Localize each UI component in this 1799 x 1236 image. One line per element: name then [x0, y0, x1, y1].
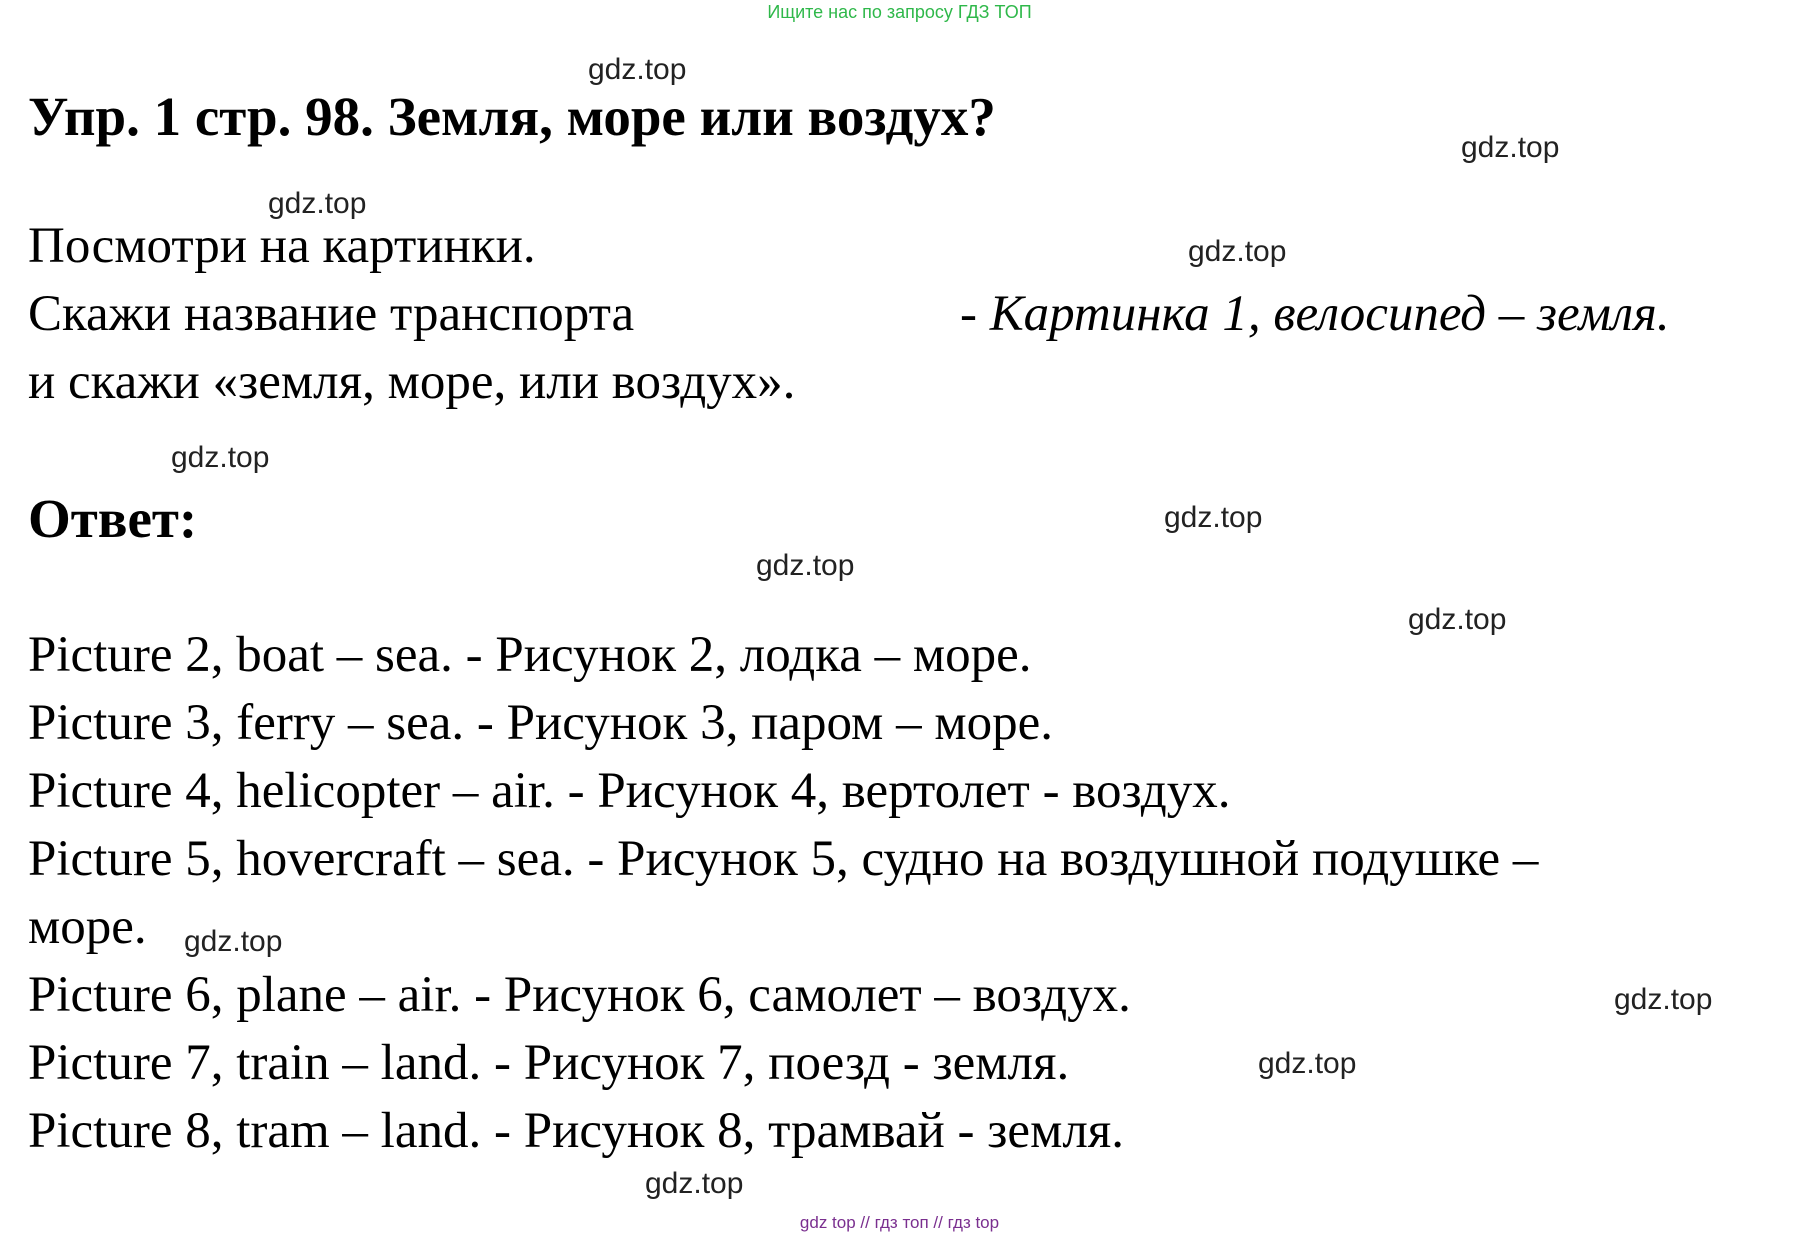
- watermark: gdz.top: [171, 441, 270, 474]
- footer-watermark: gdz top // гдз топ // гдз top: [799, 1213, 1000, 1232]
- answer-line-2: Picture 3, ferry – sea. - Рисунок 3, паром – море.: [28, 695, 1053, 751]
- answer-line-4: Picture 5, hovercraft – sea. - Рисунок 5, судно на воздушной подушке –: [28, 831, 1539, 887]
- task-line-2: Скажи название транспорта: [28, 286, 635, 342]
- answer-line-5: Picture 6, plane – air. - Рисунок 6, самолет – воздух.: [28, 967, 1131, 1023]
- answer-line-3: Picture 4, helicopter – air. - Рисунок 4, вертолет - воздух.: [28, 763, 1231, 819]
- answer-line-1: Picture 2, boat – sea. - Рисунок 2, лодка – море.: [28, 627, 1032, 683]
- watermark: gdz.top: [184, 925, 283, 958]
- top-banner: Ищите нас по запросу ГДЗ ТОП: [767, 2, 1032, 22]
- watermark: gdz.top: [1188, 235, 1287, 268]
- watermark: gdz.top: [1164, 501, 1263, 534]
- answer-line-4-cont: море.: [28, 899, 147, 955]
- task-line-3: и скажи «земля, море, или воздух».: [28, 354, 796, 410]
- watermark: gdz.top: [645, 1167, 744, 1200]
- task-line-1: Посмотри на картинки.: [28, 218, 536, 274]
- watermark: gdz.top: [756, 549, 855, 582]
- watermark: gdz.top: [1614, 983, 1713, 1016]
- answer-line-6: Picture 7, train – land. - Рисунок 7, поезд - земля.: [28, 1035, 1070, 1091]
- watermark: gdz.top: [1408, 603, 1507, 636]
- watermark: gdz.top: [268, 187, 367, 220]
- exercise-title: Упр. 1 стр. 98. Земля, море или воздух?: [28, 86, 996, 147]
- watermark: gdz.top: [1461, 131, 1560, 164]
- answer-heading: Ответ:: [28, 488, 198, 549]
- example-answer: - Картинка 1, велосипед – земля.: [960, 286, 1670, 342]
- answer-line-7: Picture 8, tram – land. - Рисунок 8, трамвай - земля.: [28, 1103, 1125, 1159]
- watermark: gdz.top: [588, 53, 687, 86]
- watermark: gdz.top: [1258, 1047, 1357, 1080]
